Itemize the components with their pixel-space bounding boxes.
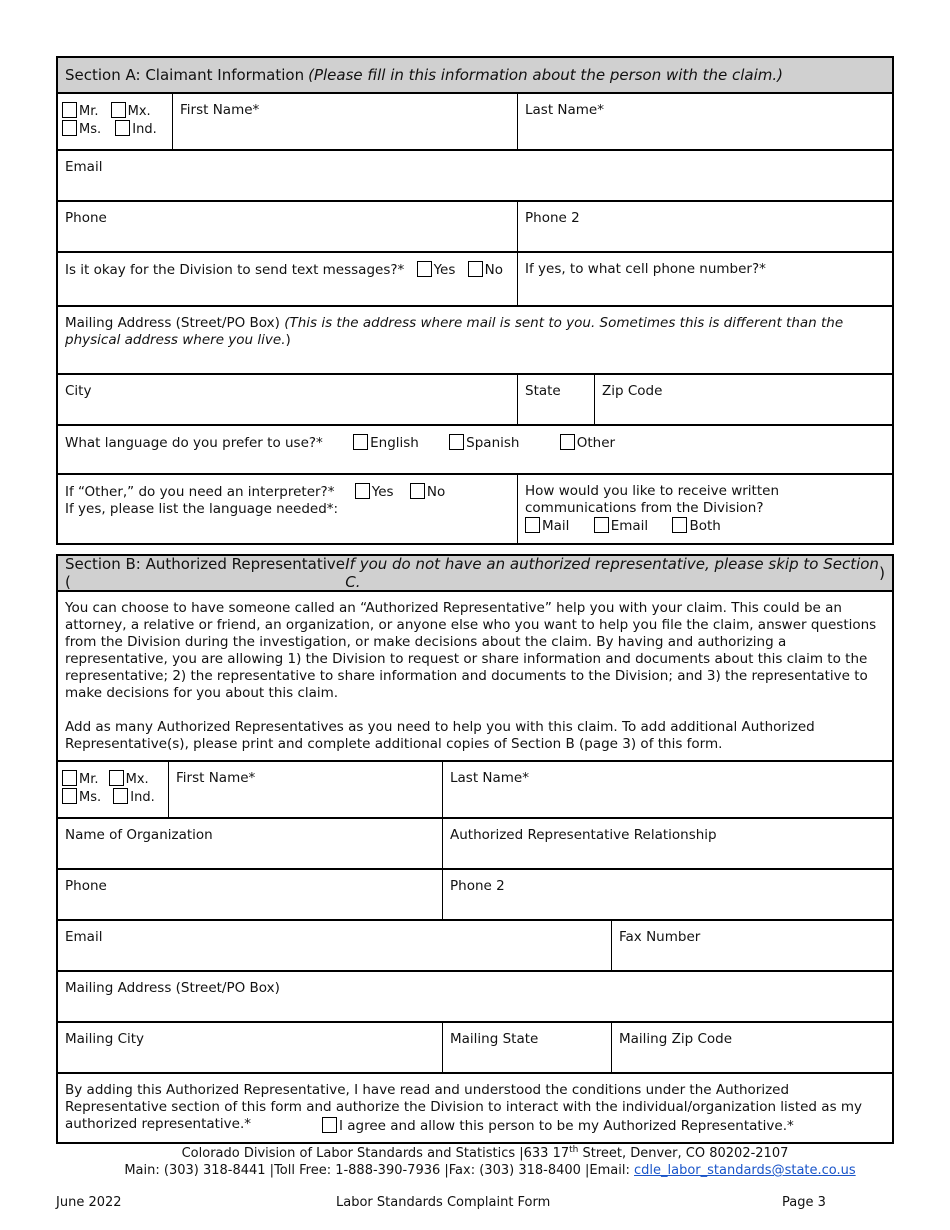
- section-b-table: [56, 554, 894, 1144]
- other-language-label: Other: [576, 435, 616, 451]
- ind-checkbox[interactable]: [115, 120, 130, 136]
- interpreter-no-checkbox[interactable]: [410, 483, 425, 499]
- name-row: [58, 94, 892, 151]
- language-question: [58, 426, 892, 473]
- rep-city-label: Mailing City: [65, 1031, 145, 1047]
- footer-address-b: Street, Denver, CO 80202-2107: [578, 1146, 789, 1161]
- mx-checkbox[interactable]: [111, 102, 126, 118]
- footer-contact-text: Main: (303) 318-8441 |Toll Free: 1-888-390-7936 |Fax: (303) 318-8400 |Email:: [124, 1163, 634, 1178]
- rep-first-name-label: First Name*: [176, 770, 256, 786]
- section-b-header: [58, 556, 892, 592]
- interpreter-no-label: No: [426, 484, 446, 500]
- auth-rep-paragraph-1: You can choose to have someone called an “Authorized Representative” help you with your claim. This could be an attorney, a relative or friend, an organization, or anyone else who you want to help you file the claim, answer questions from the Division during the investigation, or make decisions about the claim. By having and authorizing a representative, you are allowing 1) the Division to request or share information and documents about this claim to the representative; 2) the representative to share information and documents to the Division; and 3) the representative to make decisions for you about this claim.: [65, 600, 877, 701]
- language-row: [58, 426, 892, 475]
- footer-address-a: Colorado Division of Labor Standards and Statistics |633 17: [181, 1146, 570, 1161]
- rep-phone-label: Phone: [65, 878, 107, 894]
- title-options: [58, 94, 172, 149]
- other-language-checkbox[interactable]: [560, 434, 575, 450]
- rep-name-row: [58, 762, 892, 819]
- comm-mail-label: Mail: [542, 518, 570, 534]
- footer-address-sup: th: [569, 1145, 579, 1155]
- rep-title-options: [58, 762, 168, 817]
- mailing-address-note: (This is the address where mail is sent to you. Sometimes this is different than the physical address where you live.: [65, 315, 844, 348]
- auth-rep-info-row: [58, 592, 892, 762]
- interpreter-language-label[interactable]: If yes, please list the language needed*:: [65, 501, 339, 517]
- rep-phone2-label: Phone 2: [450, 878, 505, 894]
- phone-field[interactable]: [58, 202, 517, 251]
- agree-checkbox[interactable]: [322, 1117, 337, 1133]
- footer-date: June 2022: [56, 1195, 122, 1210]
- org-name-field[interactable]: [58, 819, 442, 868]
- rep-phone-row: [58, 870, 892, 921]
- cell-number-field[interactable]: [517, 253, 892, 305]
- spanish-checkbox[interactable]: [449, 434, 464, 450]
- email-label: Email: [65, 159, 103, 175]
- rep-mailing-label: Mailing Address (Street/PO Box): [65, 980, 280, 996]
- section-b-title: Section B: Authorized Representative (: [65, 555, 346, 591]
- rep-ms-checkbox[interactable]: [62, 788, 77, 804]
- interpreter-question: [58, 475, 517, 543]
- rep-ms-label: Ms.: [79, 790, 102, 805]
- email-row: [58, 151, 892, 202]
- state-field[interactable]: [517, 375, 594, 424]
- rep-city-field[interactable]: [58, 1023, 442, 1072]
- rep-email-field[interactable]: [58, 921, 611, 970]
- text-yes-label: Yes: [433, 262, 456, 278]
- language-question-label: What language do you prefer to use?*: [65, 435, 323, 451]
- rep-phone-field[interactable]: [58, 870, 442, 919]
- rep-mx-checkbox[interactable]: [109, 770, 124, 786]
- rep-first-name-field[interactable]: [168, 762, 442, 817]
- first-name-field[interactable]: [172, 94, 517, 149]
- phone-label: Phone: [65, 210, 107, 226]
- email-field[interactable]: [58, 151, 892, 200]
- section-a-header: [58, 58, 892, 94]
- text-question-label: Is it okay for the Division to send text messages?*: [65, 262, 405, 278]
- mailing-address-label: Mailing Address (Street/PO Box): [65, 315, 285, 331]
- rep-email-row: [58, 921, 892, 972]
- rep-last-name-label: Last Name*: [450, 770, 529, 786]
- mx-label: Mx.: [127, 104, 151, 119]
- agree-label: I agree and allow this person to be my Authorized Representative.*: [339, 1118, 794, 1134]
- city-field[interactable]: [58, 375, 517, 424]
- interpreter-yes-label: Yes: [371, 484, 394, 500]
- section-a-title-note: (Please fill in this information about the person with the claim.): [308, 66, 783, 84]
- mailing-address-field[interactable]: [58, 307, 892, 373]
- footer-contacts: [0, 1163, 950, 1179]
- rep-state-label: Mailing State: [450, 1031, 539, 1047]
- rep-city-row: [58, 1023, 892, 1074]
- relationship-field[interactable]: [442, 819, 892, 868]
- communication-preference: [517, 475, 892, 543]
- english-checkbox[interactable]: [353, 434, 368, 450]
- relationship-label: Authorized Representative Relationship: [450, 827, 717, 843]
- phone2-label: Phone 2: [525, 210, 580, 226]
- comm-mail-checkbox[interactable]: [525, 517, 540, 533]
- text-no-label: No: [484, 262, 504, 278]
- comm-both-checkbox[interactable]: [672, 517, 687, 533]
- interpreter-question-label: If “Other,” do you need an interpreter?*: [65, 484, 335, 500]
- rep-mailing-row: [58, 972, 892, 1023]
- last-name-label: Last Name*: [525, 102, 604, 118]
- rep-mr-label: Mr.: [79, 772, 99, 787]
- rep-email-label: Email: [65, 929, 103, 945]
- org-row: [58, 819, 892, 870]
- section-b-title-close: ): [879, 564, 885, 582]
- mr-checkbox[interactable]: [62, 102, 77, 118]
- comm-email-checkbox[interactable]: [594, 517, 609, 533]
- auth-rep-paragraph-2: Add as many Authorized Representatives as you need to help you with this claim. To add additional Authorized Representative(s), please print and complete additional copies of Section B (page 3) of this form.: [65, 719, 815, 752]
- rep-mr-checkbox[interactable]: [62, 770, 77, 786]
- text-message-row: [58, 253, 892, 307]
- footer-address: [0, 1146, 950, 1162]
- text-message-question: [58, 253, 517, 305]
- rep-last-name-field[interactable]: [442, 762, 892, 817]
- phone2-field[interactable]: [517, 202, 892, 251]
- org-name-label: Name of Organization: [65, 827, 213, 843]
- comm-both-label: Both: [689, 518, 721, 534]
- mr-label: Mr.: [79, 104, 99, 119]
- interpreter-yes-checkbox[interactable]: [355, 483, 370, 499]
- rep-mx-label: Mx.: [125, 772, 149, 787]
- agree-option: [320, 1117, 794, 1135]
- cell-question-label: If yes, to what cell phone number?*: [525, 261, 766, 277]
- rep-ind-label: Ind.: [130, 790, 155, 805]
- footer-page-number: Page 3: [782, 1195, 826, 1210]
- rep-zip-label: Mailing Zip Code: [619, 1031, 733, 1047]
- text-yes-checkbox[interactable]: [417, 261, 432, 277]
- rep-mailing-field[interactable]: [58, 972, 892, 1021]
- agreement-paragraph: By adding this Authorized Representative, I have read and understood the conditions under the Authorized Representative section of this form and authorize the Division to interact with the individual/organization listed as my authorized representative.*: [65, 1082, 863, 1132]
- first-name-label: First Name*: [180, 102, 260, 118]
- agreement-row: [58, 1074, 892, 1142]
- rep-state-field[interactable]: [442, 1023, 611, 1072]
- spanish-label: Spanish: [466, 435, 520, 451]
- mailing-close-paren: ): [285, 332, 291, 348]
- last-name-field[interactable]: [517, 94, 892, 149]
- rep-fax-field[interactable]: [611, 921, 892, 970]
- section-a-title: Section A: Claimant Information: [65, 66, 305, 84]
- ms-checkbox[interactable]: [62, 120, 77, 136]
- zip-label: Zip Code: [602, 383, 663, 399]
- zip-field[interactable]: [594, 375, 892, 424]
- ind-label: Ind.: [132, 122, 157, 137]
- comm-email-label: Email: [610, 518, 649, 534]
- auth-rep-info: [58, 592, 892, 760]
- city-label: City: [65, 383, 92, 399]
- footer-form-name: Labor Standards Complaint Form: [336, 1195, 551, 1210]
- city-state-zip-row: [58, 375, 892, 426]
- rep-fax-label: Fax Number: [619, 929, 701, 945]
- mailing-address-row: [58, 307, 892, 375]
- comm-question-label: How would you like to receive written communications from the Division?: [525, 483, 780, 516]
- rep-phone2-field[interactable]: [442, 870, 892, 919]
- phone-row: [58, 202, 892, 253]
- rep-zip-field[interactable]: [611, 1023, 892, 1072]
- section-a-table: [56, 56, 894, 545]
- rep-ind-checkbox[interactable]: [113, 788, 128, 804]
- section-b-title-note: If you do not have an authorized representative, please skip to Section C.: [345, 555, 879, 591]
- footer-email-link[interactable]: cdle_labor_standards@state.co.us: [634, 1163, 856, 1178]
- english-label: English: [370, 435, 419, 451]
- state-label: State: [525, 383, 561, 399]
- interpreter-row: [58, 475, 892, 543]
- agreement-text: [58, 1074, 892, 1142]
- text-no-checkbox[interactable]: [468, 261, 483, 277]
- ms-label: Ms.: [79, 122, 102, 137]
